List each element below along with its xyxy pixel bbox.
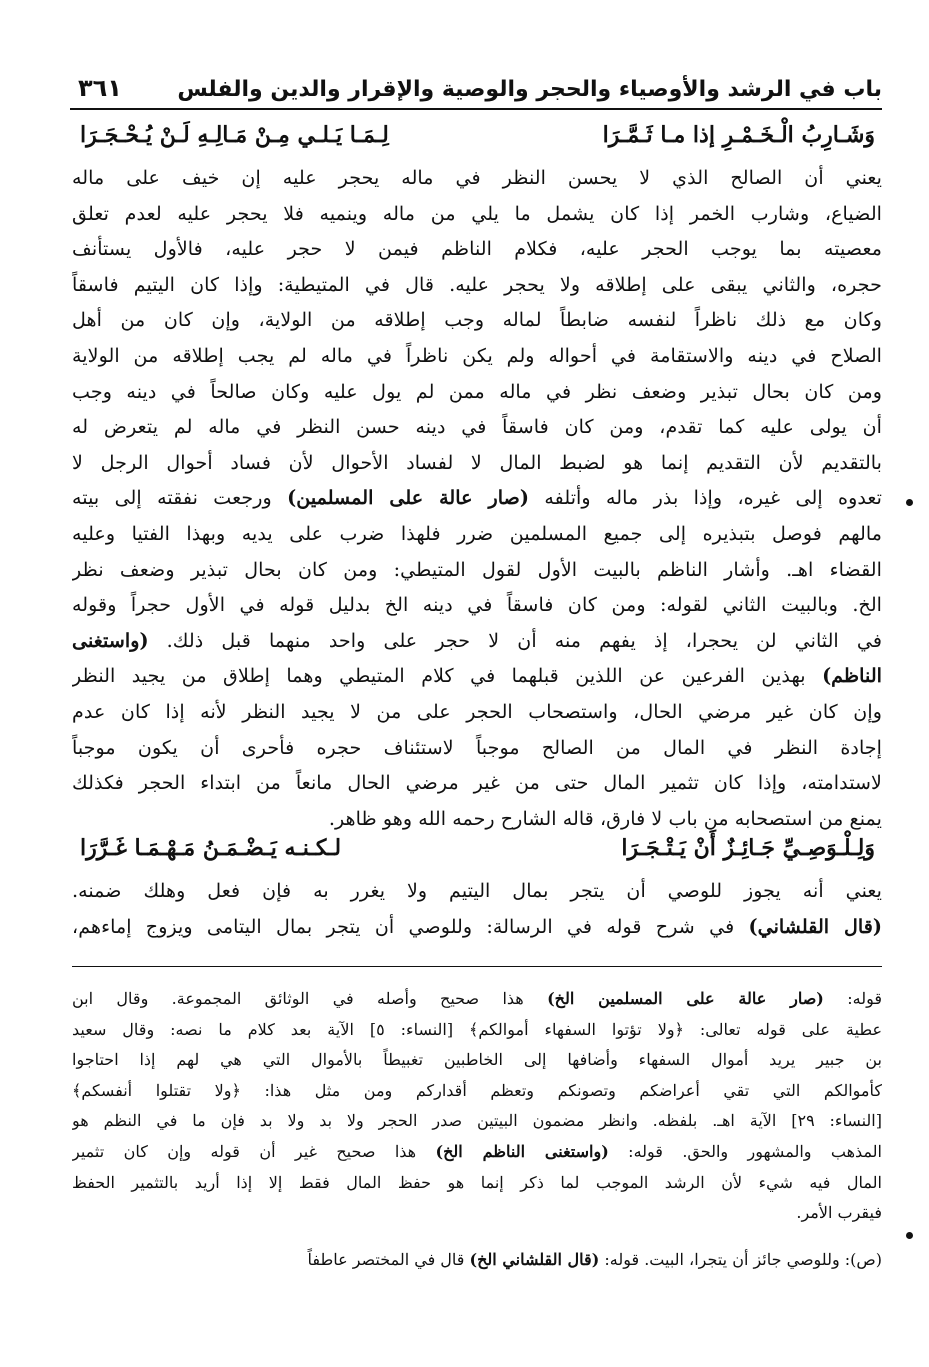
verse-2-second-hemistich: لـكـنـه يَـضْـمَـنُ مَـهْـمَـا غَـرَّرَا	[80, 835, 342, 861]
line-text-after: هذا صحيح وأصله في الوثائق المجموعة. وقال ابن	[72, 989, 548, 1008]
text-line	[72, 658, 882, 694]
page-header	[70, 62, 882, 110]
line-text-bold: (صار عالة على المسلمين الخ)	[547, 989, 824, 1008]
text-line	[72, 1045, 882, 1076]
line-text: الصلاح في دينه والاستقامة في أحواله ولم يكن ناظراً في ماله لم يجب إطلاقه من الولاية	[72, 343, 882, 367]
line-text: بالتقديم لأن التقديم إنما هو لضبط المال لا لفساد الأحوال لأن فساد أحوال الرجل لا	[72, 450, 882, 474]
text-line	[72, 160, 882, 196]
line-text: وكان مع ذلك ناظراً لنفسه ضابطاً لماله وجب إطلاقه من الولاية، وإن كان من أهل	[72, 308, 882, 332]
margin-dot	[906, 499, 913, 506]
footnote-last-bold: (قال القلشاني الخ)	[469, 1249, 600, 1269]
text-line	[72, 231, 882, 267]
text-line	[72, 765, 882, 801]
text-line	[72, 302, 882, 338]
line-text: يعني أن الصالح الذي لا يحسن النظر في ماله يحجر عليه إن خيف على ماله	[72, 166, 882, 189]
footnote-last-before: (ص): وللوصي جائز أن يتجرا، البيت. قوله:	[599, 1249, 882, 1269]
line-text: يعني أنه يجوز للوصي أن يتجر بمال اليتيم ولا يغرر به فإن فعل وهلك ضمنه.	[72, 879, 882, 902]
line-text-bold: الناظم)	[822, 664, 882, 688]
line-text-after: بهذين الفرعين عن اللذين قبلهما في كلام المتيطي وهما إطلاق من يجيد النظر	[72, 664, 823, 688]
text-line	[72, 338, 882, 374]
chapter-title: باب في الرشد والأوصياء والحجر والوصية والإقرار والدين والفلس	[177, 77, 882, 102]
line-text: كأموالكم التي تقي أعراضكم وتصونكم وتعظم أقداركم ومن مثل هذا: ﴿ولا تقتلوا أنفسكم﴾	[72, 1080, 882, 1100]
line-text: فيقرب الأمر.	[796, 1203, 882, 1223]
verse-line-2	[80, 835, 875, 861]
line-text: يمنع من استصحابه من باب لا فارق، قاله الشارح رحمه الله وهو ظاهر.	[328, 806, 882, 830]
verse-1-second-hemistich: لِـمَـا يَـلـي مِـنْ مَـالِـهِ لَـنْ يُـحْـجَـرَا	[80, 122, 389, 148]
line-text: بن جبير يريد أموال السفهاء وأضافها إلى الخاطبين تغبيطاً بالأموال التي هي لهم إذا احتاجوا	[72, 1050, 882, 1070]
text-line	[72, 267, 882, 303]
text-line	[72, 445, 882, 481]
text-line	[72, 552, 882, 588]
commentary-block-1	[72, 160, 882, 836]
line-text: القضاء اهـ. وأشار الناظم بالبيت الأول لقول المتيطي: ومن كان بحال تبذير وضعف نظر	[72, 557, 882, 581]
line-text: معصيته بما يوجب الحجر عليه، فكلام الناظم فيمن لا حجر عليه، فالأول يستأنف	[72, 237, 882, 261]
line-text: مالهم فوصل بتبذيره إلى جميع المسلمين ضرر فلهذا ضرب على يديه وبهذا الفتيا وعليه	[72, 521, 882, 545]
line-text-before: في الثاني لن يحجرا، إذ يفهم منه أن لا حجر على واحد منهما قبل ذلك.	[148, 628, 882, 652]
line-text-before: تعدوه إلى غيره، وإذا بذر ماله وأتلفه	[528, 486, 882, 510]
footnote-last-line	[72, 1245, 882, 1276]
text-line	[72, 1106, 882, 1137]
footnotes-section	[72, 984, 882, 1275]
text-line	[72, 409, 882, 445]
text-line	[72, 480, 882, 516]
text-line	[72, 730, 882, 766]
verse-2-first-hemistich: وَلِـلْـوَصِـيِّ جَـائِـزٌ أَنْ يَـتْـجَـرَا	[621, 835, 875, 861]
page-number: ٣٦١	[78, 74, 122, 102]
text-line	[72, 587, 882, 623]
text-line	[72, 1076, 882, 1107]
line-text-after: ورجعت نفقته إلى بيته	[72, 486, 288, 510]
text-line	[72, 909, 882, 945]
line-text: أن يولى عليه كما تقدم، ومن كان فاسقاً في دينه حسن النظر في ماله لم يتعرض له	[72, 415, 882, 439]
margin-dot	[906, 1232, 913, 1239]
verse-1-first-hemistich: وَشَـارِبُ الْـخَـمْـرِ إذا مـا ثَـمَّـرَا	[602, 122, 875, 148]
line-text: ومن كان بحال تبذير وضعف نظر في ماله ممن لم يول عليه وكان صالحاً في دينه وجب	[72, 379, 882, 403]
text-line	[72, 873, 882, 909]
text-line	[72, 694, 882, 730]
line-text-after: في شرح قوله في الرسالة: وللوصي أن يتجر بمال اليتامى ويزوج إماءهم،	[72, 914, 749, 938]
line-text-before: قوله:	[823, 989, 882, 1008]
text-line	[72, 374, 882, 410]
text-line	[72, 1168, 882, 1199]
footnote-gap	[72, 1229, 882, 1245]
line-text: الضياع، وشارب الخمر إذا كان يشمل ما يلي من ماله وينميه فلا يحجر عليه لعدم تعلق	[72, 201, 882, 225]
line-text: إجادة النظر في المال من الصالح موجباً لاستئناف حجره فأحرى أن يكون موجباً	[72, 735, 882, 759]
line-text-after: هذا صحيح غير أن قوله وإن كان تثمير	[72, 1141, 436, 1161]
text-line	[72, 984, 882, 1015]
line-text: حجره، والثاني يبقى على إطلاقه ولا يحجر عليه. قال في المتيطية: وإذا كان اليتيم فاسقاً	[72, 272, 882, 296]
text-line	[72, 1198, 882, 1229]
footnote-lines	[72, 984, 882, 1229]
text-line	[72, 1137, 882, 1168]
line-text-before: المذهب والمشهور والحق. قوله:	[608, 1141, 882, 1161]
line-text: [النساء: ٢٩] الآية اهـ. بلفظه. وانظر مضمون البيتين صدر الحجر ولا بد ولا بد فإن ما في النظم هو	[72, 1111, 882, 1131]
text-line	[72, 1015, 882, 1046]
verse-line-1	[80, 122, 875, 148]
line-text: المال فيه شيء لأن الرشد الموجب لما ذكر إنما هو حفظ المال فقط إلا إذا أريد بالتثمير الحفظ	[72, 1172, 882, 1192]
footnote-separator	[72, 966, 882, 967]
line-text: وإن كان غير مرضي الحال، واستصحاب الحجر على من لا يجيد النظر لأنه إذا كان عدم	[72, 699, 882, 723]
commentary-block-2	[72, 873, 882, 944]
text-line	[72, 196, 882, 232]
line-text-bold: (واستغنى	[72, 628, 149, 652]
line-text-bold: (واستغنى الناظم الخ)	[435, 1141, 609, 1161]
text-line	[72, 801, 882, 837]
line-text: الخ. وبالبيت الثاني لقوله: ومن كان فاسقاً في دينه الخ بدليل قوله في الأول حجراً وقوله	[72, 593, 882, 617]
line-text-bold: (قال القلشاني)	[748, 914, 882, 938]
line-text: عطية على قوله تعالى: ﴿ولا تؤتوا السفهاء أموالكم﴾ [النساء: ٥] الآية بعد كلام ما نصه: وقال سعيد	[72, 1019, 882, 1039]
footnote-last-after: قال في المختصر عاطفاً	[307, 1249, 470, 1269]
line-text-bold: (صار عالة على المسلمين)	[287, 486, 529, 510]
text-line	[72, 516, 882, 552]
text-line	[72, 623, 882, 659]
line-text: لاستدامته، وإذا كان تثمير المال حتى من غير مرضي الحال مانعاً من ابتداء الحجر فكذلك	[72, 771, 882, 795]
